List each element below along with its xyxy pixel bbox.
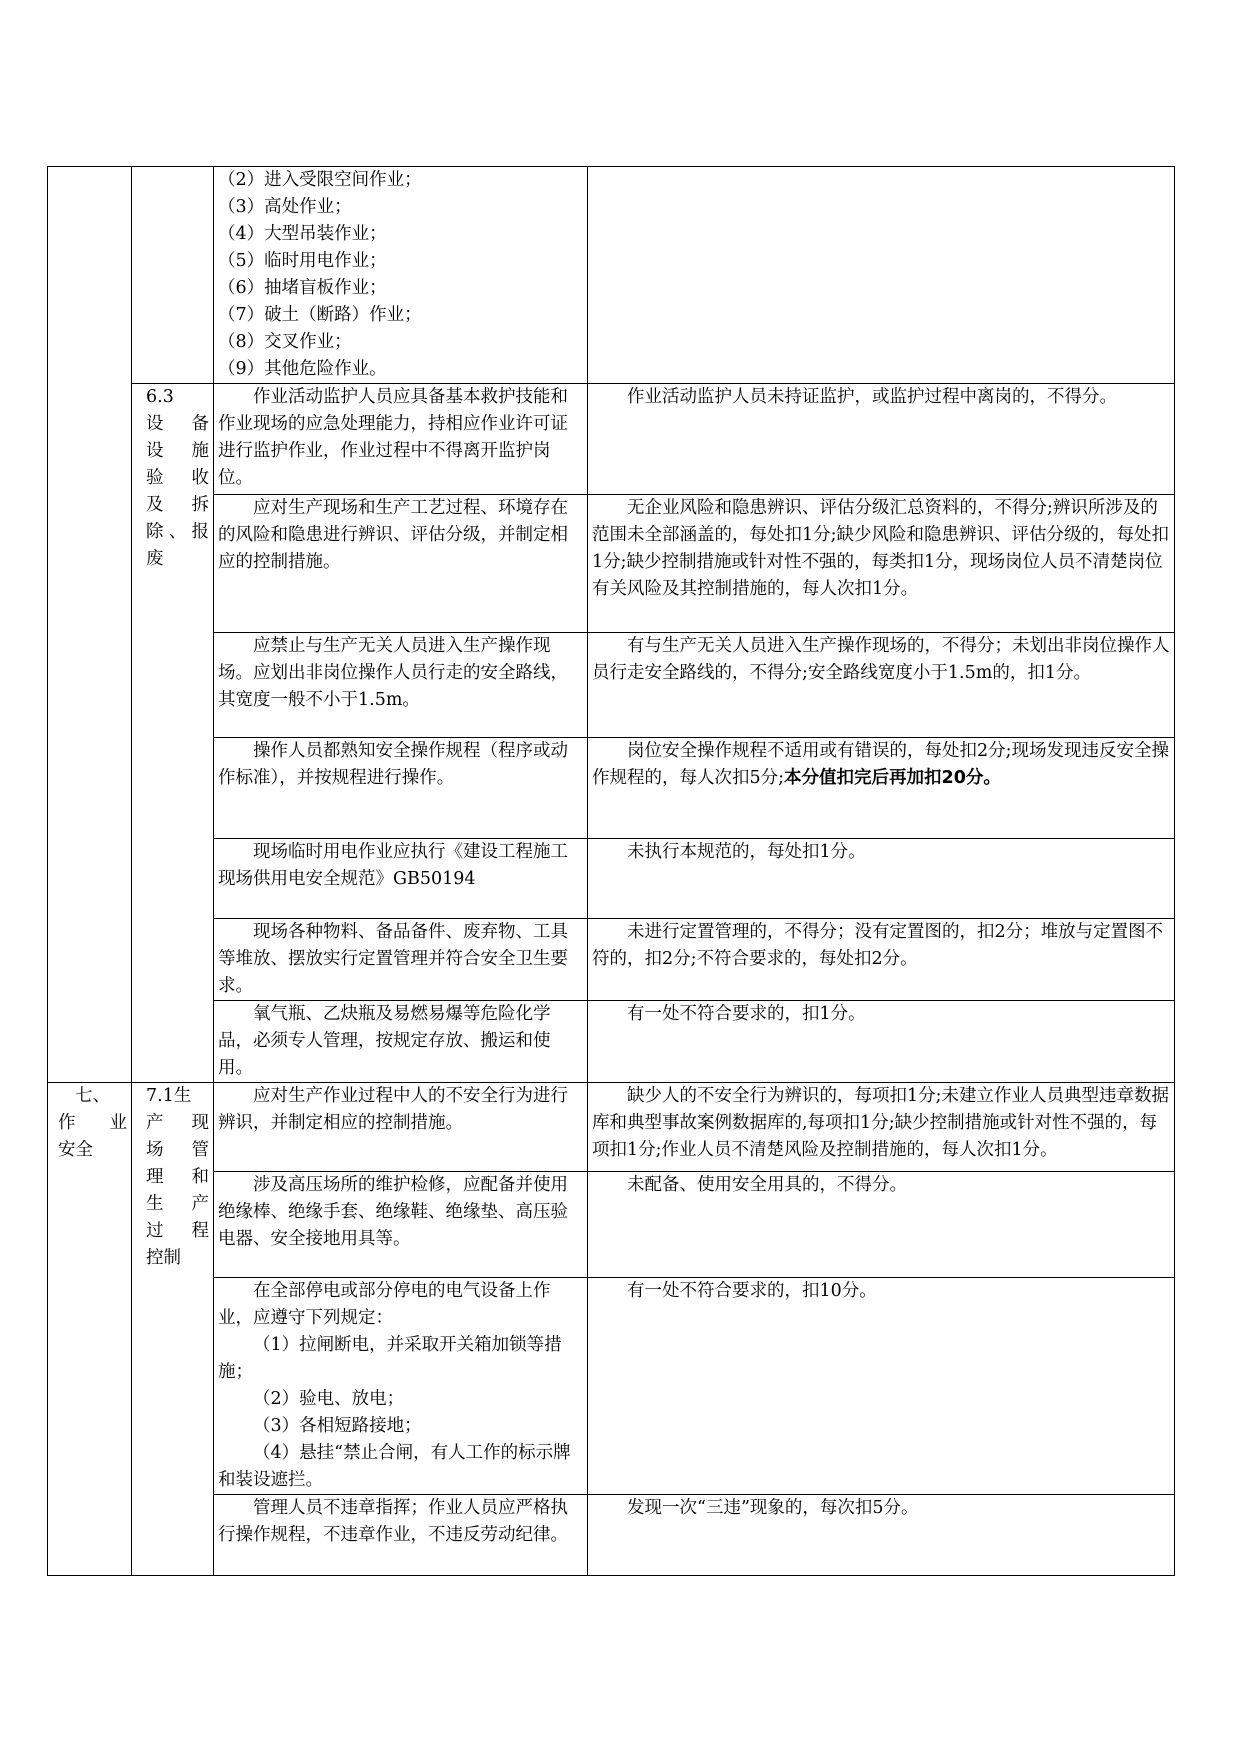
scoring-cell: 未进行定置管理的，不得分；没有定置图的，扣2分；堆放与定置图不符的，扣2分;不符合要求的，每处扣2分。 [588,919,1175,1001]
requirement-item: （2）验电、放电； [253,1389,405,1409]
section-title-line: 生 产 [146,1194,209,1214]
requirement-item: （4）悬挂“禁止合闸，有人工作的标示牌和装设遮拦。 [218,1443,571,1490]
requirement-cell: 作业活动监护人员应具备基本救护技能和作业现场的应急处理能力，持相应作业许可证进行监护作业，作业过程中不得离开监护岗位。 [214,384,588,495]
table-row [48,495,1175,633]
scoring-cell [588,167,1175,384]
section-title-line: 除、报 [146,522,209,542]
requirement-item: （9）其他危险作业。 [218,359,387,379]
section-title-line: 过 程 [146,1221,209,1241]
section-title-line: 场 管 [146,1140,209,1160]
section-cell [132,384,214,1083]
requirement-cell [214,1278,588,1495]
section-title-line: 验 收 [146,468,209,488]
requirement-cell: 应禁止与生产无关人员进入生产操作现场。应划出非岗位操作人员行走的安全路线，其宽度一般不小于1.5m。 [214,633,588,738]
scoring-cell: 无企业风险和隐患辨识、评估分级汇总资料的，不得分;辨识所涉及的范围未全部涵盖的，每处扣1分;缺少风险和隐患辨识、评估分级的，每处扣1分;缺少控制措施或针对性不强的，每类扣1分，现场岗位人员不清楚岗位有关风险及其控制措施的，每人次扣1分。 [588,495,1175,633]
scoring-cell: 作业活动监护人员未持证监护，或监护过程中离岗的，不得分。 [588,384,1175,495]
chapter-title-line: 安全 [58,1140,93,1160]
table-row [48,839,1175,919]
requirement-item: （2）进入受限空间作业； [218,170,422,190]
section-title-line: 产 现 [146,1113,209,1133]
section-title-line: 理 和 [146,1167,209,1187]
table-row [48,1083,1175,1172]
requirement-cell: 现场各种物料、备品备件、废弃物、工具等堆放、摆放实行定置管理并符合安全卫生要求。 [214,919,588,1001]
table-row [48,1278,1175,1495]
requirement-cell: 涉及高压场所的维护检修，应配备并使用绝缘棒、绝缘手套、绝缘鞋、绝缘垫、高压验电器、安全接地用具等。 [214,1172,588,1278]
requirement-item: （3）各相短路接地； [253,1416,422,1436]
table-row [48,919,1175,1001]
section-title-line: 控制 [146,1248,181,1268]
section-title-line: 设 施 [146,441,209,461]
chapter-title-line: 作 业 [58,1113,127,1133]
table-row [48,1001,1175,1083]
section-title-line: 废 [146,549,164,569]
requirement-item: （3）高处作业； [218,197,352,217]
chapter-cell [48,1083,132,1576]
requirement-cell: 管理人员不违章指挥；作业人员应严格执行操作规程，不违章作业，不违反劳动纪律。 [214,1495,588,1576]
table-row [48,738,1175,839]
section-cell-blank [132,167,214,384]
section-number: 7.1生 [146,1086,192,1106]
table-row [48,633,1175,738]
table-row [48,167,1175,384]
chapter-number: 七、 [75,1086,110,1106]
section-title-line: 设 备 [146,414,209,434]
scoring-cell: 未配备、使用安全用具的，不得分。 [588,1172,1175,1278]
requirement-cell: 应对生产作业过程中人的不安全行为进行辨识，并制定相应的控制措施。 [214,1083,588,1172]
requirement-item: （8）交叉作业； [218,332,352,352]
requirement-intro: 在全部停电或部分停电的电气设备上作业，应遵守下列规定： [218,1281,551,1328]
scoring-cell: 有一处不符合要求的，扣1分。 [588,1001,1175,1083]
requirement-item: （5）临时用电作业； [218,251,387,271]
table-row [48,1495,1175,1576]
scoring-cell: 有一处不符合要求的，扣10分。 [588,1278,1175,1495]
scoring-text: 岗位安全操作规程不适用或有错误的，每处扣2分;现场发现违反安全操作规程的，每人次扣5分; [592,741,1170,788]
table-row [48,384,1175,495]
scoring-cell [588,738,1175,839]
requirement-item: （6）抽堵盲板作业； [218,278,387,298]
section-title-line: 及 拆 [146,495,209,515]
requirement-item: （1）拉闸断电，并采取开关箱加锁等措施； [218,1335,562,1382]
requirement-item: （7）破土（断路）作业； [218,305,422,325]
requirement-cell: 现场临时用电作业应执行《建设工程施工现场供用电安全规范》GB50194 [214,839,588,919]
scoring-cell: 缺少人的不安全行为辨识的，每项扣1分;未建立作业人员典型违章数据库和典型事故案例数据库的,每项扣1分;缺少控制措施或针对性不强的，每项扣1分;作业人员不清楚风险及控制措施的，每人次扣1分。 [588,1083,1175,1172]
scoring-cell: 有与生产无关人员进入生产操作现场的，不得分；未划出非岗位操作人员行走安全路线的，不得分;安全路线宽度小于1.5m的，扣1分。 [588,633,1175,738]
requirement-item: （4）大型吊装作业； [218,224,387,244]
scoring-cell: 发现一次“三违”现象的，每次扣5分。 [588,1495,1175,1576]
scoring-emphasis: 本分值扣完后再加扣20分。 [784,768,1001,788]
scoring-cell: 未执行本规范的，每处扣1分。 [588,839,1175,919]
requirement-cell: 氧气瓶、乙炔瓶及易燃易爆等危险化学品，必须专人管理，按规定存放、搬运和使用。 [214,1001,588,1083]
table-row [48,1172,1175,1278]
section-cell [132,1083,214,1576]
requirement-cell: 应对生产现场和生产工艺过程、环境存在的风险和隐患进行辨识、评估分级，并制定相应的控制措施。 [214,495,588,633]
section-number: 6.3 [146,387,174,407]
chapter-cell-blank [48,167,132,1083]
requirement-cell [214,167,588,384]
requirement-cell: 操作人员都熟知安全操作规程（程序或动作标准），并按规程进行操作。 [214,738,588,839]
standard-table [47,166,1175,1576]
